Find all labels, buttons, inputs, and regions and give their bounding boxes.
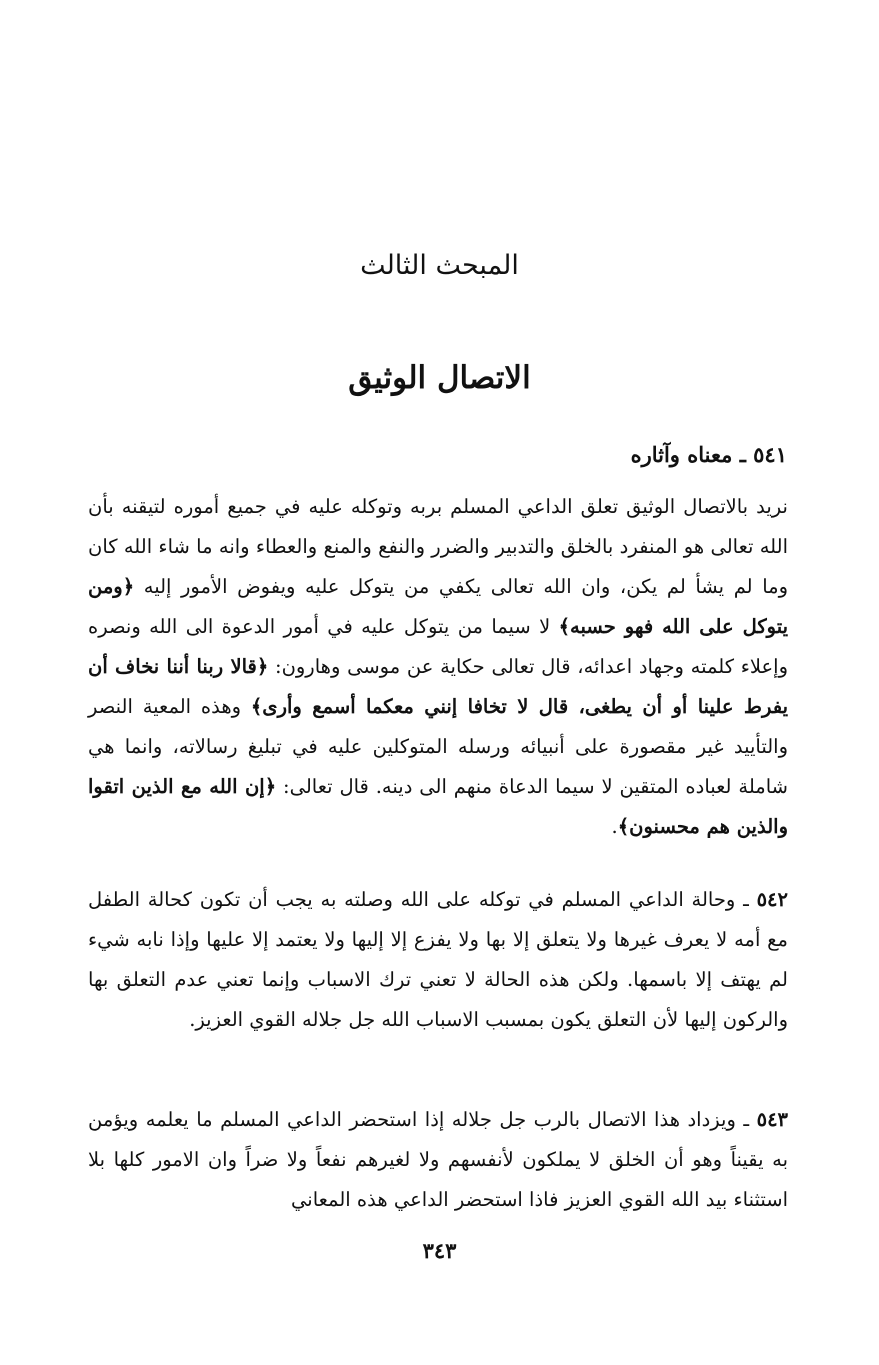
section-heading <box>631 442 787 467</box>
chapter-title: الاتصال الوثيق <box>348 360 531 396</box>
paragraph-542-dash: ـ <box>743 888 749 911</box>
page-number: ٣٤٣ <box>422 1238 457 1263</box>
quran-quote-3: ﴿إن الله مع الذين اتقوا والذين هم محسنون﴾ <box>88 775 788 838</box>
paragraph-541-text-c: وهذه المعية النصر والتأييد غير مقصورة على أنبيائه ورسله المتوكلين عليه في تبليغ رسالاته، وانما هي شاملة لعباده المتقين لا سيما الدعاة منهم الى دينه. قال تعالى: <box>88 695 788 798</box>
paragraph-543-dash: ـ <box>743 1108 750 1131</box>
quran-quote-1: ﴿ومن يتوكل على الله فهو حسبه﴾ <box>88 575 789 638</box>
paragraph-542-text: وحالة الداعي المسلم في توكله على الله وصلته به يجب أن تكون كحالة الطفل مع أمه لا يعرف غيرها ولا يتعلق إلا بها ولا يفزع إلا إليها ولا يعتمد إلا عليها وإذا نابه شيء لم يهتف إلا باسمها. ولكن هذه الحالة لا تعني ترك الاسباب وإنما تعني عدم التعلق بها والركون إليها لأن التعلق يكون بمسبب الاسباب الله جل جلاله القوي العزيز. <box>88 888 788 1031</box>
chapter-heading: المبحث الثالث <box>360 250 519 281</box>
paragraph-541-text-b: لا سيما من يتوكل عليه في أمور الدعوة الى الله ونصره وإعلاء كلمته وجهاد اعدائه، قال تعالى حكاية عن موسى وهارون: <box>88 615 789 678</box>
paragraph-541-text-a: نريد بالاتصال الوثيق تعلق الداعي المسلم بربه وتوكله عليه في جميع أموره لتيقنه بأن الله تعالى هو المنفرد بالخلق والتدبير والضرر والنفع والمنع والعطاء وانه ما شاء الله كان وما لم يشأ لم يكن، وان الله تعالى يكفي من يتوكل عليه ويفوض الأمور إليه <box>88 495 788 598</box>
paragraph-543-number: ٥٤٣ <box>756 1108 789 1131</box>
section-number: ٥٤١ <box>753 442 787 467</box>
quran-quote-2: ﴿قالا ربنا أننا نخاف أن يفرط علينا أو أن يطغى، قال لا تخافا إنني معكما أسمع وأرى﴾ <box>88 655 789 718</box>
paragraph-542 <box>88 880 788 1040</box>
section-heading-text: معناه وآثاره <box>630 442 733 467</box>
section-dash: ـ <box>739 442 746 467</box>
paragraph-542-number: ٥٤٢ <box>756 888 788 911</box>
paragraph-543-text: ويزداد هذا الاتصال بالرب جل جلاله إذا استحضر الداعي المسلم ما يعلمه ويؤمن به يقيناً وهو أن الخلق لا يملكون لأنفسهم ولا لغيرهم نفعاً ولا ضراً وان الامور كلها بلا استثناء بيد الله القوي العزيز فاذا استحضر الداعي هذه المعاني <box>88 1108 788 1211</box>
paragraph-541-text-d: . <box>611 815 618 838</box>
paragraph-541 <box>88 487 788 847</box>
paragraph-543 <box>88 1100 788 1220</box>
